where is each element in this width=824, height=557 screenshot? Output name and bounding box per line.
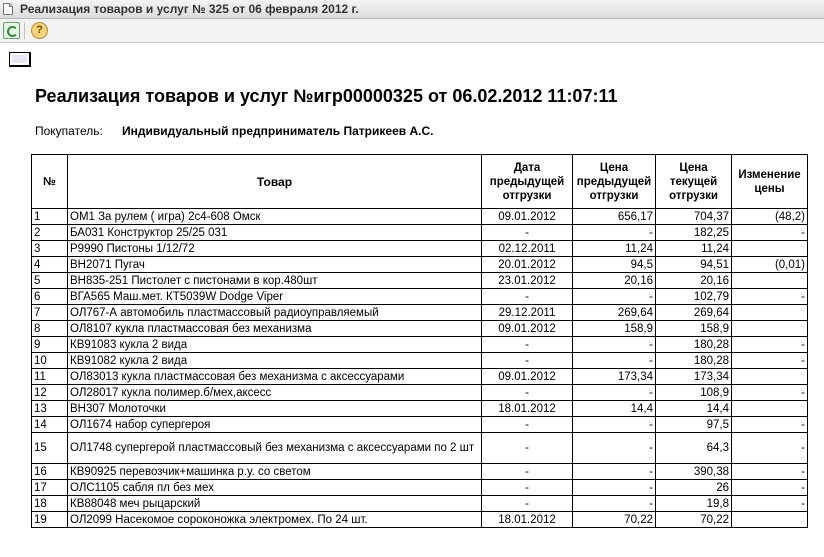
cell-goods: ОЛ28017 кукла полимер.б/мех,аксесс [68, 385, 482, 401]
cell-goods: ВН307 Молоточки [68, 401, 482, 417]
cell-cur-price: 182,25 [656, 225, 732, 241]
cell-goods: КВ91082 кукла 2 вида [68, 353, 482, 369]
cell-num: 14 [32, 417, 68, 433]
buyer-label: Покупатель: [35, 124, 103, 138]
table-row [32, 241, 808, 257]
cell-num: 15 [32, 433, 68, 464]
cell-cur-price: 704,37 [656, 209, 732, 225]
cell-num: 13 [32, 401, 68, 417]
cell-prev-price: - [573, 496, 656, 512]
table-row [32, 321, 808, 337]
help-icon[interactable]: ? [31, 22, 48, 39]
cell-num: 10 [32, 353, 68, 369]
table-row [32, 480, 808, 496]
cell-prev-date: 09.01.2012 [482, 321, 573, 337]
cell-change: - [732, 417, 808, 433]
cell-change: - [732, 289, 808, 305]
document-heading: Реализация товаров и услуг №игр00000325 от 06.02.2012 11:07:11 [35, 86, 618, 106]
table-row [32, 337, 808, 353]
cell-change: - [732, 385, 808, 401]
cell-change: (48,2) [732, 209, 808, 225]
table-row [32, 257, 808, 273]
cell-prev-price: - [573, 225, 656, 241]
cell-change: - [732, 480, 808, 496]
buyer-value: Индивидуальный предприниматель Патрикеев А.С. [122, 124, 434, 138]
cell-num: 7 [32, 305, 68, 321]
cell-goods: ВГА565 Маш.мет. КТ5039W Dodge Viper [68, 289, 482, 305]
table-row [32, 369, 808, 385]
window-titlebar [0, 0, 824, 19]
cell-prev-price: 94,5 [573, 257, 656, 273]
cell-prev-price: 14,4 [573, 401, 656, 417]
cell-prev-date: 29.12.2011 [482, 305, 573, 321]
cell-num: 3 [32, 241, 68, 257]
table-header-row [32, 155, 808, 209]
cell-cur-price: 390,38 [656, 464, 732, 480]
table-row [32, 417, 808, 433]
cell-goods: ВН2071 Пугач [68, 257, 482, 273]
table-row [32, 401, 808, 417]
cell-change [732, 321, 808, 337]
cell-cur-price: 20,16 [656, 273, 732, 289]
cell-cur-price: 94,51 [656, 257, 732, 273]
header-num: № [32, 155, 68, 209]
table-row [32, 209, 808, 225]
cell-goods: Р9990 Пистоны 1/12/72 [68, 241, 482, 257]
cell-change [732, 512, 808, 528]
cell-prev-price: 269,64 [573, 305, 656, 321]
cell-cur-price: 14,4 [656, 401, 732, 417]
cell-cur-price: 180,28 [656, 353, 732, 369]
cell-prev-date: 02.12.2011 [482, 241, 573, 257]
cell-change: (0,01) [732, 257, 808, 273]
cell-prev-price: 656,17 [573, 209, 656, 225]
cell-prev-price: 11,24 [573, 241, 656, 257]
cell-num: 4 [32, 257, 68, 273]
cell-num: 12 [32, 385, 68, 401]
cell-prev-date: - [482, 480, 573, 496]
cell-prev-date: - [482, 337, 573, 353]
header-change: Изменение цены [732, 155, 808, 209]
cell-prev-date: 23.01.2012 [482, 273, 573, 289]
cell-goods: ОЛ767-А автомобиль пластмассовый радиоуправляемый [68, 305, 482, 321]
cell-goods: ОЛ8107 кукла пластмассовая без механизма [68, 321, 482, 337]
cell-num: 6 [32, 289, 68, 305]
cell-prev-date: - [482, 464, 573, 480]
cell-prev-date: - [482, 496, 573, 512]
cell-cur-price: 64,3 [656, 433, 732, 464]
cell-cur-price: 180,28 [656, 337, 732, 353]
table-row [32, 433, 808, 464]
window-title: Реализация товаров и услуг № 325 от 06 февраля 2012 г. [20, 2, 359, 16]
cell-prev-date: - [482, 225, 573, 241]
cell-goods: ОЛС1105 сабля пл без мех [68, 480, 482, 496]
cell-prev-date: - [482, 433, 573, 464]
cell-prev-price: - [573, 464, 656, 480]
cell-goods: КВ91083 кукла 2 вида [68, 337, 482, 353]
cell-cur-price: 70,22 [656, 512, 732, 528]
header-goods: Товар [68, 155, 482, 209]
cell-prev-date: - [482, 417, 573, 433]
cell-cur-price: 97,5 [656, 417, 732, 433]
cell-cur-price: 11,24 [656, 241, 732, 257]
cell-prev-price: 20,16 [573, 273, 656, 289]
cell-prev-date: - [482, 385, 573, 401]
cell-change [732, 305, 808, 321]
cell-prev-date: 18.01.2012 [482, 401, 573, 417]
cell-prev-price: - [573, 480, 656, 496]
report-marker[interactable] [9, 52, 31, 67]
goods-table [31, 154, 808, 528]
cell-change [732, 241, 808, 257]
cell-goods: КВ90925 перевозчик+машинка р.у. со светом [68, 464, 482, 480]
cell-change: - [732, 337, 808, 353]
cell-prev-price: - [573, 417, 656, 433]
cell-goods: КВ88048 меч рыцарский [68, 496, 482, 512]
cell-cur-price: 26 [656, 480, 732, 496]
header-prev-date: Дата предыдущей отгрузки [482, 155, 573, 209]
cell-goods: БА031 Конструктор 25/25 031 [68, 225, 482, 241]
table-row [32, 512, 808, 528]
cell-goods: ОЛ1748 супергерой пластмассовый без механизма с аксессуарами по 2 шт [68, 433, 482, 464]
table-row [32, 385, 808, 401]
toolbar [0, 19, 824, 43]
cell-prev-date: - [482, 289, 573, 305]
cell-num: 9 [32, 337, 68, 353]
cell-num: 16 [32, 464, 68, 480]
cell-goods: ОЛ1674 набор супергероя [68, 417, 482, 433]
cell-num: 1 [32, 209, 68, 225]
cell-num: 17 [32, 480, 68, 496]
header-cur-price: Цена текущей отгрузки [656, 155, 732, 209]
cell-change [732, 401, 808, 417]
table-row [32, 496, 808, 512]
cell-goods: ОЛ2099 Насекомое сороконожка электромех. По 24 шт. [68, 512, 482, 528]
cell-cur-price: 158,9 [656, 321, 732, 337]
cell-num: 5 [32, 273, 68, 289]
document-icon [3, 3, 13, 15]
cell-prev-price: 158,9 [573, 321, 656, 337]
cell-num: 19 [32, 512, 68, 528]
table-row [32, 273, 808, 289]
header-prev-price: Цена предыдущей отгрузки [573, 155, 656, 209]
cell-change: - [732, 225, 808, 241]
cell-change: - [732, 464, 808, 480]
cell-change [732, 369, 808, 385]
cell-prev-price: - [573, 337, 656, 353]
table-row [32, 305, 808, 321]
cell-prev-date: - [482, 353, 573, 369]
table-row [32, 225, 808, 241]
cell-cur-price: 102,79 [656, 289, 732, 305]
cell-cur-price: 173,34 [656, 369, 732, 385]
cell-change [732, 273, 808, 289]
table-row [32, 353, 808, 369]
cell-cur-price: 108,9 [656, 385, 732, 401]
cell-prev-date: 09.01.2012 [482, 209, 573, 225]
cell-num: 18 [32, 496, 68, 512]
cell-prev-date: 20.01.2012 [482, 257, 573, 273]
cell-num: 11 [32, 369, 68, 385]
cell-prev-date: 18.01.2012 [482, 512, 573, 528]
cell-num: 8 [32, 321, 68, 337]
cell-prev-date: 09.01.2012 [482, 369, 573, 385]
cell-prev-price: - [573, 289, 656, 305]
table-row [32, 289, 808, 305]
cell-goods: ВН835-251 Пистолет с пистонами в кор.480шт [68, 273, 482, 289]
cell-prev-price: - [573, 433, 656, 464]
table-row [32, 464, 808, 480]
cell-cur-price: 269,64 [656, 305, 732, 321]
toolbar-separator [24, 23, 25, 39]
cell-change: - [732, 496, 808, 512]
cell-cur-price: 19,8 [656, 496, 732, 512]
cell-change: - [732, 433, 808, 464]
cell-goods: ОЛ83013 кукла пластмассовая без механизма с аксессуарами [68, 369, 482, 385]
refresh-icon[interactable] [3, 22, 20, 39]
cell-change: - [732, 353, 808, 369]
cell-goods: ОМ1 За рулем ( игра) 2с4-608 Омск [68, 209, 482, 225]
cell-num: 2 [32, 225, 68, 241]
cell-prev-price: - [573, 353, 656, 369]
cell-prev-price: - [573, 385, 656, 401]
cell-prev-price: 173,34 [573, 369, 656, 385]
buyer-line [35, 124, 434, 138]
cell-prev-price: 70,22 [573, 512, 656, 528]
